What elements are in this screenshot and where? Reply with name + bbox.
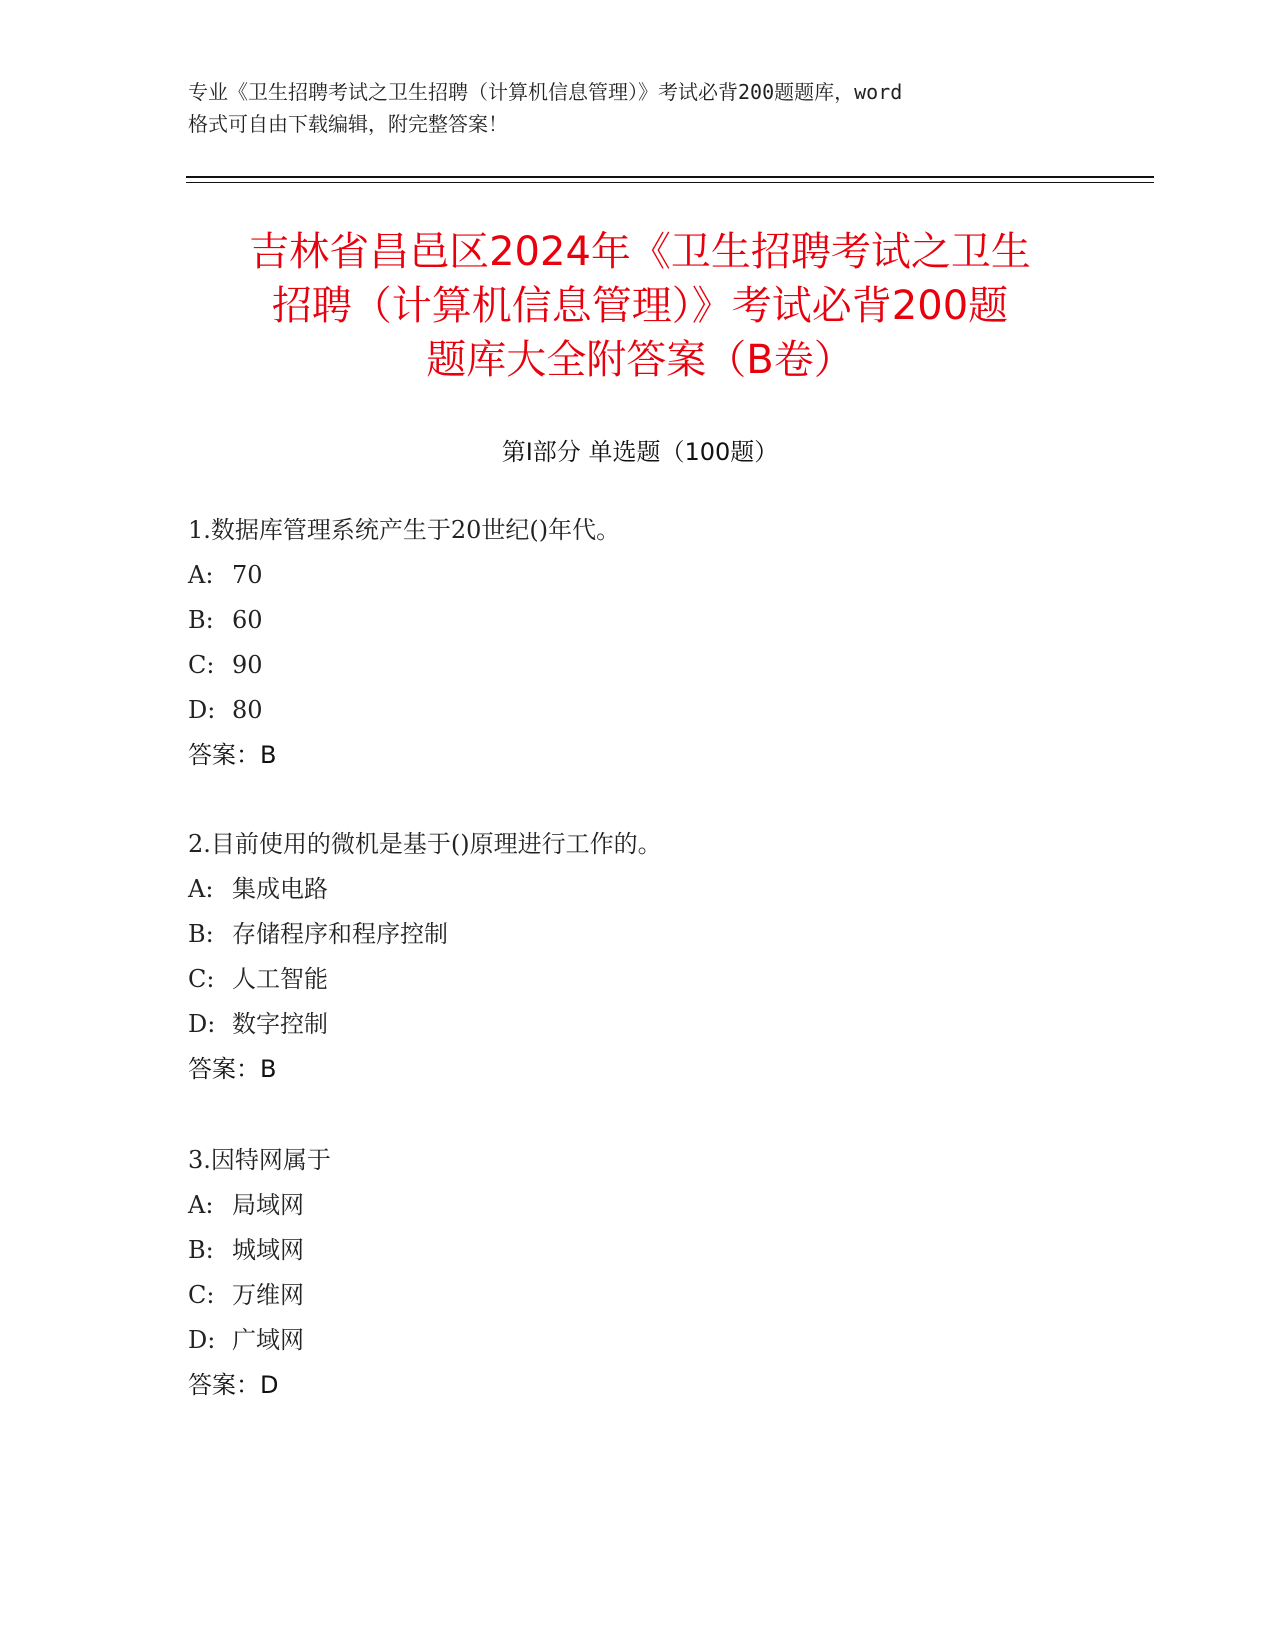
option-text: 集成电路 [232,875,328,903]
option-b [188,598,1088,643]
option-key: D: [188,1010,216,1038]
option-c [188,957,1088,1002]
option-key: A: [188,1191,214,1219]
option-key: A: [188,875,214,903]
header-divider-thick [186,176,1154,178]
option-a [188,1183,1088,1228]
option-key: A: [188,561,214,589]
question-3 [188,1138,1088,1408]
question-1 [188,508,1088,778]
document-title [140,225,1140,387]
option-d [188,688,1088,733]
option-key: B: [188,1236,214,1264]
question-2 [188,822,1088,1092]
option-key: B: [188,920,214,948]
option-text: 90 [232,651,263,679]
option-key: B: [188,606,214,634]
option-text: 60 [232,606,263,634]
header-divider-thin [186,182,1154,183]
option-key: D: [188,696,216,724]
option-b [188,912,1088,957]
question-stem: 2.目前使用的微机是基于()原理进行工作的。 [188,830,662,858]
section-heading: 第Ⅰ部分 单选题（100题） [501,438,779,466]
question-stem: 1.数据库管理系统产生于20世纪()年代。 [188,516,621,544]
option-key: D: [188,1326,216,1354]
option-c [188,643,1088,688]
option-text: 人工智能 [232,965,328,993]
option-key: C: [188,965,215,993]
option-text: 存储程序和程序控制 [232,920,448,948]
document-title-line-3: 题库大全附答案（B卷） [426,337,854,383]
answer-line: 答案：B [188,741,277,769]
header-note-line-1: 专业《卫生招聘考试之卫生招聘（计算机信息管理）》考试必背200题题库，word [188,80,903,104]
question-stem: 3.因特网属于 [188,1146,331,1174]
option-d [188,1318,1088,1363]
option-text: 70 [232,561,263,589]
option-text: 局域网 [232,1191,304,1219]
answer-line: 答案：D [188,1371,279,1399]
option-key: C: [188,651,215,679]
option-c [188,1273,1088,1318]
document-title-line-2: 招聘（计算机信息管理）》考试必背200题 [271,283,1009,329]
header-note-line-2: 格式可自由下载编辑，附完整答案！ [188,112,508,136]
answer-line: 答案：B [188,1055,277,1083]
option-text: 数字控制 [232,1010,328,1038]
option-text: 万维网 [232,1281,304,1309]
option-b [188,1228,1088,1273]
document-title-line-1: 吉林省昌邑区2024年《卫生招聘考试之卫生 [249,229,1031,275]
header-note [188,76,1088,140]
option-a [188,867,1088,912]
option-text: 广域网 [232,1326,304,1354]
option-text: 城域网 [232,1236,304,1264]
option-a [188,553,1088,598]
option-d [188,1002,1088,1047]
option-key: C: [188,1281,215,1309]
option-text: 80 [232,696,263,724]
